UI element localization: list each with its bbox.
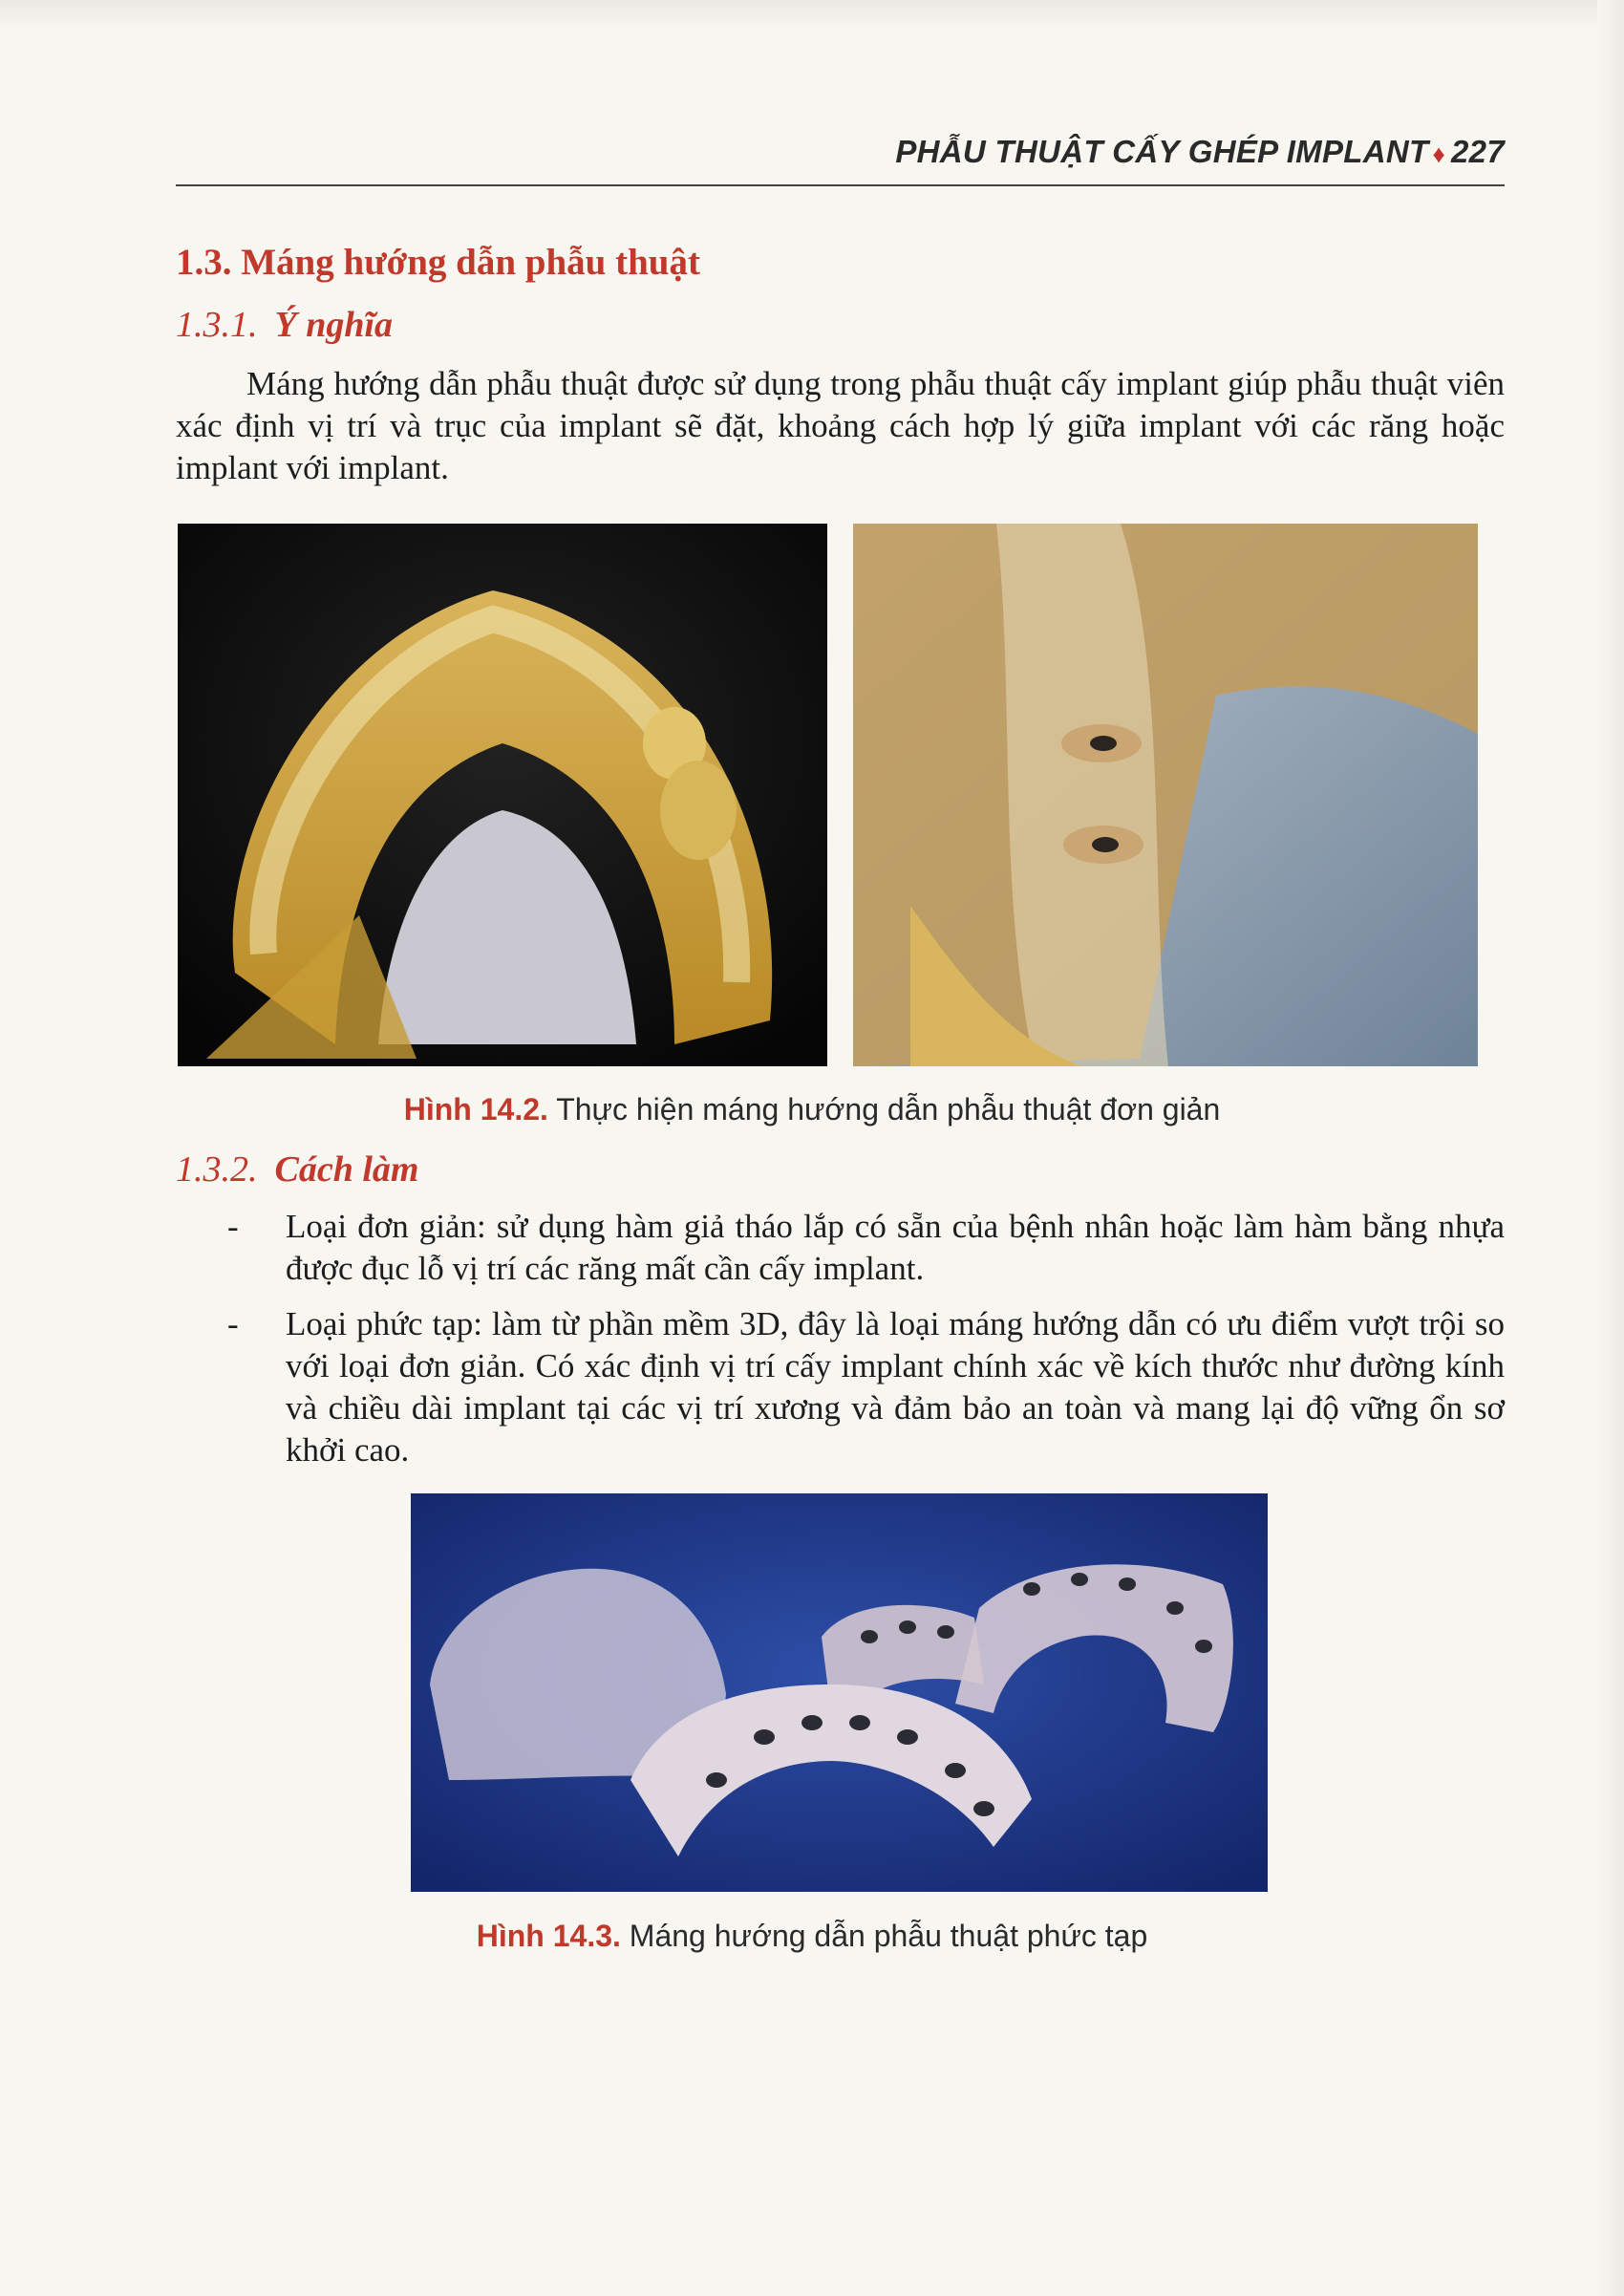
section-heading: 1.3. Máng hướng dẫn phẫu thuật: [176, 242, 700, 283]
subsection-number: 1.3.1.: [176, 305, 258, 345]
subsection-title: Ý nghĩa: [274, 305, 394, 345]
running-header: [172, 134, 1505, 170]
subsection-heading-2: [176, 1148, 418, 1191]
scan-edge: [0, 0, 1624, 29]
figure-photo-complex-guides: [411, 1493, 1268, 1892]
header-rule: [176, 184, 1505, 186]
caption-label: Hình 14.3.: [476, 1919, 621, 1953]
subsection-number: 1.3.2.: [176, 1149, 258, 1190]
subsection-heading-1: [176, 304, 393, 346]
list-item-text: Loại phức tạp: làm từ phần mềm 3D, đây là loại máng hướng dẫn có ưu điểm vượt trội so với loại đơn giản. Có xác định vị trí cấy implant chính xác về kích thước như đường kính và chiều dài implant tại các vị trí xương và đảm bảo an toàn và mang lại độ vững ổn sơ khởi cao.: [286, 1305, 1505, 1469]
running-title: PHẪU THUẬT CẤY GHÉP IMPLANT: [895, 134, 1429, 169]
list-dash: -: [227, 1305, 239, 1342]
body-paragraph: Máng hướng dẫn phẫu thuật được sử dụng trong phẫu thuật cấy implant giúp phẫu thuật viên xác định vị trí và trục của implant sẽ đặt, khoảng cách hợp lý giữa implant với các răng hoặc implant với implant.: [176, 365, 1505, 486]
figure-photo-jaw-model: [178, 524, 827, 1066]
list-dash: -: [227, 1208, 239, 1245]
caption-text: Thực hiện máng hướng dẫn phẫu thuật đơn giản: [556, 1092, 1221, 1127]
figure-photo-guide-closeup: [853, 524, 1478, 1066]
caption-text: Máng hướng dẫn phẫu thuật phức tạp: [629, 1919, 1148, 1953]
diamond-icon: ♦: [1432, 139, 1446, 168]
list-item: [176, 1303, 1505, 1471]
page-number: 227: [1451, 134, 1505, 169]
subsection-title: Cách làm: [274, 1149, 419, 1190]
list-item-text: Loại đơn giản: sử dụng hàm giả tháo lắp có sẵn của bệnh nhân hoặc làm hàm bằng nhựa được đục lỗ vị trí các răng mất cần cấy implant.: [286, 1208, 1505, 1287]
method-list: [176, 1206, 1505, 1485]
figure-caption-14-3: [0, 1919, 1624, 1954]
caption-label: Hình 14.2.: [403, 1092, 548, 1127]
figure-caption-14-2: [0, 1092, 1624, 1127]
list-item: [176, 1206, 1505, 1290]
